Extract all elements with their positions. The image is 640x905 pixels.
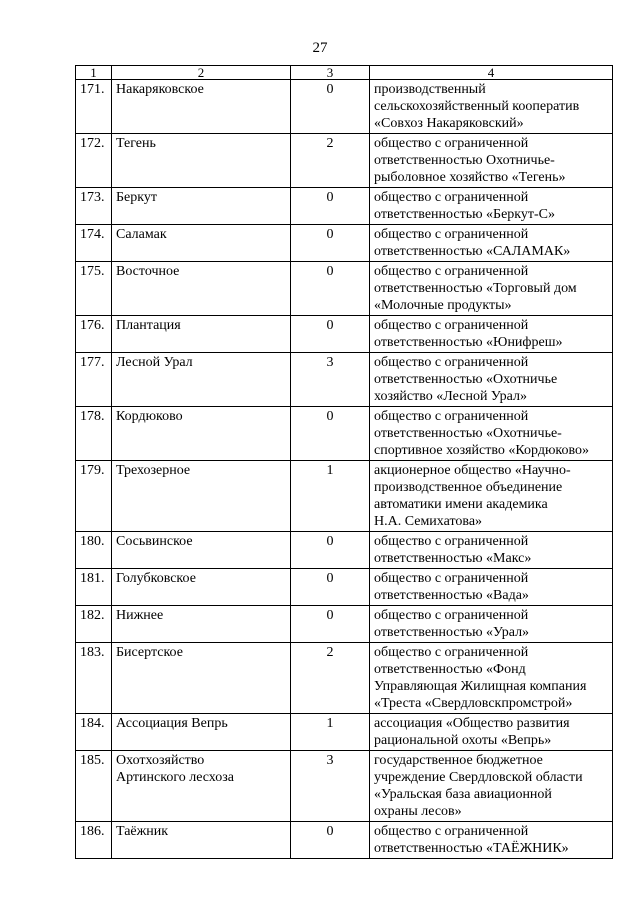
organization-description bbox=[370, 262, 613, 316]
row-number: 173. bbox=[76, 188, 112, 225]
description-line: общество с ограниченной bbox=[374, 190, 529, 205]
table-body bbox=[76, 80, 613, 859]
description-line: учреждение Свердловской области bbox=[374, 770, 583, 785]
description-line: общество с ограниченной bbox=[374, 409, 529, 424]
row-number: 181. bbox=[76, 569, 112, 606]
row-number: 180. bbox=[76, 532, 112, 569]
name-line: Голубковское bbox=[116, 571, 196, 586]
name-line: Тегень bbox=[116, 136, 156, 151]
hunting-ground-name bbox=[112, 606, 291, 643]
description-line: общество с ограниченной bbox=[374, 608, 529, 623]
name-line: Трехозерное bbox=[116, 463, 191, 478]
description-line: общество с ограниченной bbox=[374, 355, 529, 370]
organization-description bbox=[370, 80, 613, 134]
count-value: 0 bbox=[291, 80, 370, 134]
description-line: «Молочные продукты» bbox=[374, 298, 512, 313]
count-value: 2 bbox=[291, 643, 370, 714]
name-line: Артинского лесхоза bbox=[116, 770, 235, 785]
table-row bbox=[76, 188, 613, 225]
hunting-ground-name bbox=[112, 80, 291, 134]
description-line: ответственностью «Урал» bbox=[374, 625, 530, 640]
name-line: Восточное bbox=[116, 264, 180, 279]
hunting-ground-name bbox=[112, 532, 291, 569]
organization-description bbox=[370, 134, 613, 188]
row-number: 174. bbox=[76, 225, 112, 262]
description-line: рыболовное хозяйство «Тегень» bbox=[374, 170, 566, 185]
organization-description bbox=[370, 643, 613, 714]
hunting-ground-name bbox=[112, 569, 291, 606]
name-line: Нижнее bbox=[116, 608, 164, 623]
hunting-grounds-table bbox=[75, 65, 613, 859]
organization-description bbox=[370, 225, 613, 262]
table-row bbox=[76, 262, 613, 316]
description-line: «Треста «Свердловскпромстрой» bbox=[374, 696, 573, 711]
organization-description bbox=[370, 751, 613, 822]
table-row bbox=[76, 407, 613, 461]
description-line: общество с ограниченной bbox=[374, 136, 529, 151]
table-row bbox=[76, 751, 613, 822]
count-value: 1 bbox=[291, 714, 370, 751]
organization-description bbox=[370, 606, 613, 643]
description-line: акционерное общество «Научно- bbox=[374, 463, 571, 478]
description-line: производственный bbox=[374, 82, 486, 97]
hunting-ground-name bbox=[112, 461, 291, 532]
count-value: 0 bbox=[291, 407, 370, 461]
count-value: 0 bbox=[291, 188, 370, 225]
column-header-number: 1 bbox=[76, 66, 112, 80]
name-line: Плантация bbox=[116, 318, 181, 333]
table-row bbox=[76, 822, 613, 859]
row-number: 182. bbox=[76, 606, 112, 643]
count-value: 0 bbox=[291, 316, 370, 353]
hunting-ground-name bbox=[112, 407, 291, 461]
count-value: 0 bbox=[291, 262, 370, 316]
hunting-ground-name bbox=[112, 643, 291, 714]
table-row bbox=[76, 225, 613, 262]
description-line: автоматики имени академика bbox=[374, 497, 548, 512]
column-header-name: 2 bbox=[112, 66, 291, 80]
name-line: Беркут bbox=[116, 190, 157, 205]
name-line: Накаряковское bbox=[116, 82, 204, 97]
name-line: Кордюково bbox=[116, 409, 183, 424]
count-value: 1 bbox=[291, 461, 370, 532]
name-line: Таёжник bbox=[116, 824, 169, 839]
organization-description bbox=[370, 461, 613, 532]
row-number: 184. bbox=[76, 714, 112, 751]
organization-description bbox=[370, 569, 613, 606]
table-header-row bbox=[76, 66, 613, 80]
description-line: ответственностью «ТАЁЖНИК» bbox=[374, 841, 569, 856]
count-value: 3 bbox=[291, 353, 370, 407]
name-line: Бисертское bbox=[116, 645, 183, 660]
description-line: ассоциация «Общество развития bbox=[374, 716, 570, 731]
description-line: производственное объединение bbox=[374, 480, 563, 495]
table-row bbox=[76, 643, 613, 714]
hunting-ground-name bbox=[112, 262, 291, 316]
row-number: 185. bbox=[76, 751, 112, 822]
description-line: ответственностью «Юнифреш» bbox=[374, 335, 563, 350]
row-number: 186. bbox=[76, 822, 112, 859]
description-line: ответственностью «Торговый дом bbox=[374, 281, 577, 296]
name-line: Саламак bbox=[116, 227, 167, 242]
description-line: ответственностью «Охотничье bbox=[374, 372, 558, 387]
description-line: Управляющая Жилищная компания bbox=[374, 679, 587, 694]
table-row bbox=[76, 532, 613, 569]
description-line: «Уральская база авиационной bbox=[374, 787, 552, 802]
column-header-organization: 4 bbox=[370, 66, 613, 80]
row-number: 179. bbox=[76, 461, 112, 532]
hunting-ground-name bbox=[112, 188, 291, 225]
name-line: Лесной Урал bbox=[116, 355, 193, 370]
organization-description bbox=[370, 532, 613, 569]
organization-description bbox=[370, 316, 613, 353]
description-line: общество с ограниченной bbox=[374, 227, 529, 242]
hunting-ground-name bbox=[112, 751, 291, 822]
hunting-ground-name bbox=[112, 714, 291, 751]
description-line: общество с ограниченной bbox=[374, 318, 529, 333]
organization-description bbox=[370, 188, 613, 225]
hunting-ground-name bbox=[112, 316, 291, 353]
table-row bbox=[76, 134, 613, 188]
description-line: ответственностью Охотничье- bbox=[374, 153, 555, 168]
count-value: 3 bbox=[291, 751, 370, 822]
description-line: спортивное хозяйство «Кордюково» bbox=[374, 443, 590, 458]
table-row bbox=[76, 606, 613, 643]
description-line: «Совхоз Накаряковский» bbox=[374, 116, 524, 131]
table-row bbox=[76, 353, 613, 407]
description-line: государственное бюджетное bbox=[374, 753, 543, 768]
table-row bbox=[76, 80, 613, 134]
name-line: Охотхозяйство bbox=[116, 753, 205, 768]
description-line: общество с ограниченной bbox=[374, 824, 529, 839]
table-row bbox=[76, 569, 613, 606]
table-row bbox=[76, 714, 613, 751]
description-line: сельскохозяйственный кооператив bbox=[374, 99, 580, 114]
name-line: Сосьвинское bbox=[116, 534, 193, 549]
row-number: 172. bbox=[76, 134, 112, 188]
row-number: 175. bbox=[76, 262, 112, 316]
organization-description bbox=[370, 407, 613, 461]
count-value: 2 bbox=[291, 134, 370, 188]
organization-description bbox=[370, 822, 613, 859]
description-line: ответственностью «Охотничье- bbox=[374, 426, 562, 441]
description-line: общество с ограниченной bbox=[374, 571, 529, 586]
description-line: ответственностью «Фонд bbox=[374, 662, 526, 677]
description-line: охраны лесов» bbox=[374, 804, 462, 819]
description-line: ответственностью «Беркут-С» bbox=[374, 207, 556, 222]
description-line: общество с ограниченной bbox=[374, 264, 529, 279]
description-line: Н.А. Семихатова» bbox=[374, 514, 483, 529]
count-value: 0 bbox=[291, 606, 370, 643]
description-line: рациональной охоты «Вепрь» bbox=[374, 733, 552, 748]
count-value: 0 bbox=[291, 822, 370, 859]
hunting-ground-name bbox=[112, 353, 291, 407]
description-line: общество с ограниченной bbox=[374, 645, 529, 660]
table-row bbox=[76, 461, 613, 532]
hunting-ground-name bbox=[112, 822, 291, 859]
organization-description bbox=[370, 714, 613, 751]
description-line: ответственностью «Вада» bbox=[374, 588, 529, 603]
row-number: 178. bbox=[76, 407, 112, 461]
hunting-ground-name bbox=[112, 225, 291, 262]
count-value: 0 bbox=[291, 569, 370, 606]
row-number: 183. bbox=[76, 643, 112, 714]
count-value: 0 bbox=[291, 532, 370, 569]
description-line: общество с ограниченной bbox=[374, 534, 529, 549]
name-line: Ассоциация Вепрь bbox=[116, 716, 228, 731]
column-header-count: 3 bbox=[291, 66, 370, 80]
page-number: 27 bbox=[312, 40, 328, 56]
row-number: 177. bbox=[76, 353, 112, 407]
hunting-ground-name bbox=[112, 134, 291, 188]
table-row bbox=[76, 316, 613, 353]
row-number: 176. bbox=[76, 316, 112, 353]
row-number: 171. bbox=[76, 80, 112, 134]
description-line: ответственностью «Макс» bbox=[374, 551, 532, 566]
organization-description bbox=[370, 353, 613, 407]
description-line: ответственностью «САЛАМАК» bbox=[374, 244, 571, 259]
description-line: хозяйство «Лесной Урал» bbox=[374, 389, 527, 404]
count-value: 0 bbox=[291, 225, 370, 262]
